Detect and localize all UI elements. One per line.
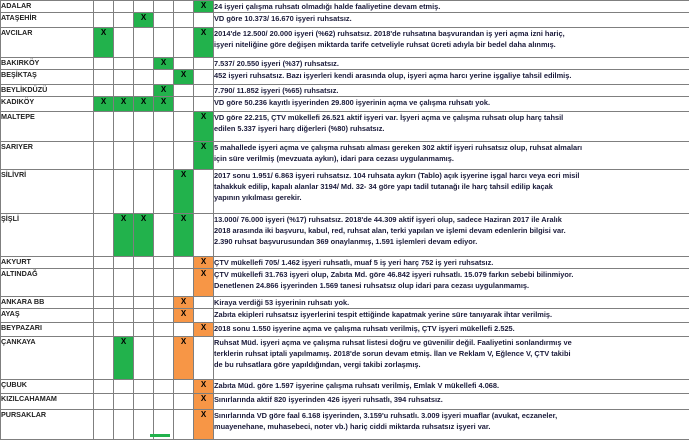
empty-mark-cell (174, 323, 194, 337)
municipality-name: KIZILCAHAMAM (1, 394, 94, 410)
empty-mark-cell (114, 394, 134, 410)
municipality-name: ATAŞEHİR (1, 13, 94, 28)
description-line: VD göre 50.236 kayıtlı işyerinden 29.800 işyerinin açma ve çalışma ruhsatı yok. (214, 97, 689, 108)
table-row (1, 337, 689, 380)
empty-mark-cell (94, 1, 114, 13)
table-row (1, 97, 689, 112)
empty-mark-cell (154, 142, 174, 170)
empty-mark-cell (114, 297, 134, 309)
empty-mark-cell (174, 269, 194, 297)
municipality-name: ALTINDAĞ (1, 269, 94, 297)
finding-description (214, 337, 689, 380)
empty-mark-cell (174, 58, 194, 70)
empty-mark-cell (154, 28, 174, 58)
empty-mark-cell (114, 142, 134, 170)
empty-mark-cell (94, 112, 114, 142)
empty-mark-cell (194, 337, 214, 380)
finding-mark: X (94, 97, 114, 112)
empty-mark-cell (174, 142, 194, 170)
empty-mark-cell (134, 170, 154, 214)
description-line: 2018 sonu 1.550 işyerine açma ve çalışma ruhsatı verilmiş, ÇTV işyeri mükellefi 2.525. (214, 323, 689, 334)
empty-mark-cell (174, 112, 194, 142)
empty-mark-cell (94, 269, 114, 297)
empty-mark-cell (94, 170, 114, 214)
municipality-name: AVCILAR (1, 28, 94, 58)
empty-mark-cell (114, 112, 134, 142)
empty-mark-cell (94, 297, 114, 309)
finding-description (214, 112, 689, 142)
empty-mark-cell (134, 112, 154, 142)
table-row (1, 13, 689, 28)
description-line: 13.000/ 76.000 işyeri (%17) ruhsatsız. 2018'de 44.309 aktif işyeri olup, sadece Haziran 2017 ile Aralık (214, 214, 689, 225)
empty-mark-cell (134, 142, 154, 170)
empty-mark-cell (94, 214, 114, 257)
table-row (1, 70, 689, 85)
table-row (1, 28, 689, 58)
description-line: Denetlenen 24.866 işyerinden 1.569 tanesi ruhsatsız olup idari para cezası uygulanmamış. (214, 280, 689, 291)
municipality-name: ANKARA BB (1, 297, 94, 309)
finding-description (214, 70, 689, 85)
empty-mark-cell (154, 337, 174, 380)
empty-mark-cell (174, 97, 194, 112)
finding-description (214, 28, 689, 58)
empty-mark-cell (154, 269, 174, 297)
municipality-name: ŞİŞLİ (1, 214, 94, 257)
empty-mark-cell (194, 309, 214, 323)
empty-mark-cell (194, 214, 214, 257)
empty-mark-cell (154, 1, 174, 13)
municipality-name: AYAŞ (1, 309, 94, 323)
empty-mark-cell (134, 1, 154, 13)
description-line: 7.790/ 11.852 işyeri (%65) ruhsatsız. (214, 85, 689, 96)
empty-mark-cell (134, 337, 154, 380)
empty-mark-cell (154, 297, 174, 309)
finding-mark: X (194, 380, 214, 394)
empty-mark-cell (94, 142, 114, 170)
finding-description (214, 58, 689, 70)
table-row (1, 380, 689, 394)
empty-mark-cell (154, 323, 174, 337)
empty-mark-cell (194, 97, 214, 112)
finding-description (214, 309, 689, 323)
finding-mark: X (134, 97, 154, 112)
municipality-name: BEYLİKDÜZÜ (1, 85, 94, 97)
description-line: 2.390 ruhsat başvurusundan 369 onaylanmış, 1.591 işlemleri devam ediyor. (214, 236, 689, 247)
empty-mark-cell (94, 257, 114, 269)
description-line: 7.537/ 20.550 işyeri (%37) ruhsatsız. (214, 58, 689, 69)
empty-mark-cell (114, 309, 134, 323)
empty-mark-cell (134, 380, 154, 394)
empty-mark-cell (174, 85, 194, 97)
empty-mark-cell (134, 309, 154, 323)
empty-mark-cell (194, 58, 214, 70)
table-row (1, 410, 689, 440)
description-line: 24 işyeri çalışma ruhsatı olmadığı halde faaliyetine devam etmiş. (214, 1, 689, 12)
empty-mark-cell (134, 323, 154, 337)
empty-mark-cell (154, 394, 174, 410)
table-row (1, 1, 689, 13)
finding-mark: X (174, 337, 194, 380)
finding-description (214, 394, 689, 410)
empty-mark-cell (114, 1, 134, 13)
table-row (1, 257, 689, 269)
finding-mark: X (194, 1, 214, 13)
finding-mark: X (154, 97, 174, 112)
finding-mark: X (134, 13, 154, 28)
finding-mark: X (194, 410, 214, 440)
finding-mark: X (194, 394, 214, 410)
description-line: Zabıta Müd. göre 1.597 işyerine çalışma ruhsatı verilmiş, Emlak V mükellefi 4.068. (214, 380, 689, 391)
table-row (1, 297, 689, 309)
municipality-name: AKYURT (1, 257, 94, 269)
table-row (1, 58, 689, 70)
finding-description (214, 297, 689, 309)
municipality-name: BAKIRKÖY (1, 58, 94, 70)
description-line: Ruhsat Müd. işyeri açma ve çalışma ruhsat listesi doğru ve güvenilir değil. Faaliyetini sonlandırmış ve (214, 337, 689, 348)
finding-mark: X (174, 309, 194, 323)
description-line: yapının yıkılması gerekir. (214, 192, 689, 203)
finding-mark: X (114, 214, 134, 257)
finding-description (214, 13, 689, 28)
empty-mark-cell (154, 112, 174, 142)
empty-mark-cell (154, 309, 174, 323)
empty-mark-cell (134, 269, 154, 297)
finding-description (214, 142, 689, 170)
empty-mark-cell (114, 410, 134, 440)
empty-mark-cell (194, 170, 214, 214)
description-line: Zabıta ekipleri ruhsatsız işyerlerini tespit ettiğinde kapatmak yerine süre tanıyarak ihtar verilmiş. (214, 309, 689, 320)
empty-mark-cell (94, 394, 114, 410)
empty-mark-cell (114, 28, 134, 58)
empty-mark-cell (94, 309, 114, 323)
empty-mark-cell (94, 13, 114, 28)
description-line: ÇTV mükellefi 31.763 işyeri olup, Zabıta Md. göre 46.842 işyeri ruhsatlı. 15.079 farkın sebebi bilinmiyor. (214, 269, 689, 280)
table-row (1, 85, 689, 97)
table-row (1, 323, 689, 337)
empty-mark-cell (154, 214, 174, 257)
empty-mark-cell (174, 394, 194, 410)
description-line: 2018 arasında iki başvuru, kabul, red, ruhsat alan, terki yapılan ve işlemi devam edenlerin bilgisi var. (214, 225, 689, 236)
table-row (1, 394, 689, 410)
description-line: 5 mahallede işyeri açma ve çalışma ruhsatı alması gereken 302 aktif işyeri ruhsatsız olup, ruhsat almaları (214, 142, 689, 153)
empty-mark-cell (94, 380, 114, 394)
finding-mark: X (114, 97, 134, 112)
empty-mark-cell (194, 13, 214, 28)
finding-description (214, 97, 689, 112)
description-line: ÇTV mükellefi 705/ 1.462 işyeri ruhsatlı, muaf 5 iş yeri harç 752 iş yeri ruhsatsız. (214, 257, 689, 268)
description-line: için süre verilmiş (mevzuata aykırı), idari para cezası uygulanmamış. (214, 153, 689, 164)
finding-mark: X (174, 214, 194, 257)
finding-description (214, 410, 689, 440)
finding-mark: X (154, 85, 174, 97)
finding-mark: X (174, 70, 194, 85)
description-line: 2017 sonu 1.951/ 6.863 işyeri ruhsatsız. 104 ruhsata aykırı (Tablo) açık işyerine işgal harcı veya ecri misil (214, 170, 689, 181)
description-line: 2014'de 12.500/ 20.000 işyeri (%62) ruhsatsız. 2018'de ruhsatına başvurandan iş yeri açma izni hariç, (214, 28, 689, 39)
empty-mark-cell (174, 13, 194, 28)
empty-mark-cell (194, 85, 214, 97)
empty-mark-cell (114, 170, 134, 214)
empty-mark-cell (154, 170, 174, 214)
empty-mark-cell (154, 13, 174, 28)
municipality-name: KADIKÖY (1, 97, 94, 112)
empty-mark-cell (114, 13, 134, 28)
finding-description (214, 85, 689, 97)
description-line: de bu ruhsatlara göre yapıldığından, vergi takibi zorlaşmış. (214, 359, 689, 370)
empty-mark-cell (114, 70, 134, 85)
table-row (1, 214, 689, 257)
municipality-name: PURSAKLAR (1, 410, 94, 440)
empty-mark-cell (194, 70, 214, 85)
description-line: VD göre 10.373/ 16.670 işyeri ruhsatsız. (214, 13, 689, 24)
table-row (1, 170, 689, 214)
empty-mark-cell (174, 28, 194, 58)
finding-mark: X (194, 112, 214, 142)
description-line: işyeri niteliğine göre değişen miktarda tarife cetveliyle ruhsat ücreti adıyla bir bedel daha alınmış. (214, 39, 689, 50)
finding-description (214, 323, 689, 337)
description-line: edilen 5.337 işyeri harç diğerleri (%80) ruhsatsız. (214, 123, 689, 134)
municipality-name: MALTEPE (1, 112, 94, 142)
finding-description (214, 1, 689, 13)
empty-mark-cell (114, 269, 134, 297)
municipality-name: SİLİVRİ (1, 170, 94, 214)
empty-mark-cell (94, 85, 114, 97)
empty-mark-cell (114, 85, 134, 97)
empty-mark-cell (134, 257, 154, 269)
empty-mark-cell (134, 297, 154, 309)
empty-mark-cell (174, 380, 194, 394)
empty-mark-cell (114, 58, 134, 70)
description-line: Kiraya verdiği 53 işyerinin ruhsatı yok. (214, 297, 689, 308)
description-line: VD göre 22.215, ÇTV mükellefi 26.521 aktif işyeri var. İşyeri açma ve çalışma ruhsatı olup harç tahsil (214, 112, 689, 123)
finding-description (214, 380, 689, 394)
finding-mark: X (114, 337, 134, 380)
empty-mark-cell (134, 70, 154, 85)
finding-mark: X (194, 28, 214, 58)
finding-mark: X (174, 297, 194, 309)
description-line: muayenehane, muhasebeci, noter vb.) hariç ciddi miktarda ruhsatsız işyeri var. (214, 421, 689, 432)
empty-mark-cell (94, 70, 114, 85)
description-line: tahakkuk edilip, kapalı alanlar 3194/ Md. 32- 34 göre yapı tadil tutanağı ile harç tahsil edilip kaçak (214, 181, 689, 192)
municipality-name: ADALAR (1, 1, 94, 13)
municipality-name: BEYPAZARI (1, 323, 94, 337)
empty-mark-cell (94, 58, 114, 70)
table-row (1, 112, 689, 142)
finding-mark: X (194, 142, 214, 170)
finding-mark: X (134, 214, 154, 257)
empty-mark-cell (134, 85, 154, 97)
empty-mark-cell (174, 410, 194, 440)
table-row (1, 142, 689, 170)
empty-mark-cell (154, 380, 174, 394)
empty-mark-cell (94, 337, 114, 380)
empty-mark-cell (134, 28, 154, 58)
finding-mark: X (194, 269, 214, 297)
municipality-name: BEŞİKTAŞ (1, 70, 94, 85)
finding-description (214, 257, 689, 269)
finding-mark: X (194, 257, 214, 269)
description-line: 452 işyeri ruhsatsız. Bazı işyerleri kendi arasında olup, işyeri açma harcı yerine işgaliye tahsil edilmiş. (214, 70, 689, 81)
description-line: terklerin ruhsat iptali yapılmamış. 2018'de sorun devam etmiş. İlan ve Reklam V, Eğlence V, ÇTV takibi (214, 348, 689, 359)
empty-mark-cell (94, 323, 114, 337)
empty-mark-cell (94, 410, 114, 440)
description-line: Sınırlarında aktif 820 işyerinden 426 işyeri ruhsatlı, 394 ruhsatsız. (214, 394, 689, 405)
empty-mark-cell (114, 380, 134, 394)
municipality-name: ÇUBUK (1, 380, 94, 394)
table-row (1, 309, 689, 323)
finding-description (214, 214, 689, 257)
empty-mark-cell (154, 257, 174, 269)
empty-mark-cell (174, 257, 194, 269)
empty-mark-cell (114, 323, 134, 337)
municipality-name: ÇANKAYA (1, 337, 94, 380)
finding-mark: X (154, 58, 174, 70)
empty-mark-cell (174, 1, 194, 13)
finding-description (214, 170, 689, 214)
empty-mark-cell (194, 297, 214, 309)
finding-mark: X (194, 323, 214, 337)
table-row (1, 269, 689, 297)
finding-mark: X (94, 28, 114, 58)
empty-mark-cell (134, 394, 154, 410)
finding-description (214, 269, 689, 297)
finding-mark: X (174, 170, 194, 214)
description-line: Sınırlarında VD göre faal 6.168 işyerinden, 3.159'u ruhsatlı. 3.009 işyeri muaflar (avukat, eczaneler, (214, 410, 689, 421)
municipality-name: SARIYER (1, 142, 94, 170)
empty-mark-cell (134, 58, 154, 70)
empty-mark-cell (154, 70, 174, 85)
empty-mark-cell (114, 257, 134, 269)
